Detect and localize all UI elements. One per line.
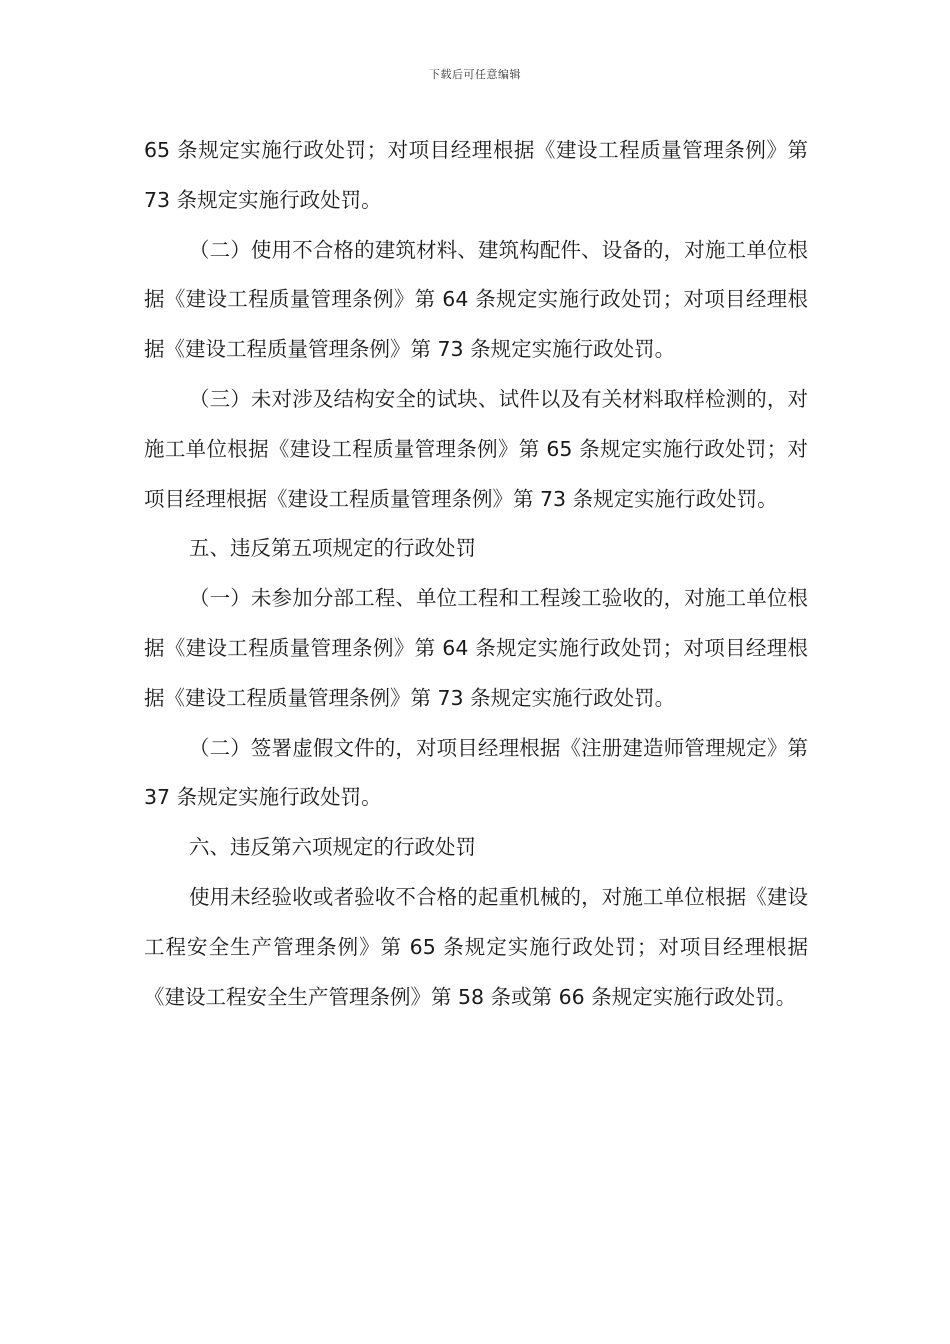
paragraph-item-6: 使用未经验收或者验收不合格的起重机械的，对施工单位根据《建设工程安全生产管理条例》第 65 条规定实施行政处罚；对项目经理根据《建设工程安全生产管理条例》第 58 条或第 66 条规定实施行政处罚。: [144, 884, 808, 1009]
page-header-note: 下载后可任意编辑: [429, 68, 521, 81]
paragraph-item-2: （二）使用不合格的建筑材料、建筑构配件、设备的，对施工单位根据《建设工程质量管理条例》第 64 条规定实施行政处罚；对项目经理根据《建设工程质量管理条例》第 73 条规定实施行政处罚。: [144, 237, 808, 362]
document-body: [144, 126, 808, 1022]
paragraph-item-5-2: （二）签署虚假文件的，对项目经理根据《注册建造师管理规定》第 37 条规定实施行政处罚。: [144, 735, 808, 810]
paragraph-item-3: （三）未对涉及结构安全的试块、试件以及有关材料取样检测的，对施工单位根据《建设工程质量管理条例》第 65 条规定实施行政处罚；对项目经理根据《建设工程质量管理条例》第 73 条规定实施行政处罚。: [144, 386, 808, 511]
paragraph-continuation: 65 条规定实施行政处罚；对项目经理根据《建设工程质量管理条例》第 73 条规定实施行政处罚。: [144, 138, 808, 212]
paragraph-item-5-1: （一）未参加分部工程、单位工程和工程竣工验收的，对施工单位根据《建设工程质量管理条例》第 64 条规定实施行政处罚；对项目经理根据《建设工程质量管理条例》第 73 条规定实施行政处罚。: [144, 586, 808, 710]
section-heading-5: 五、违反第五项规定的行政处罚: [189, 536, 476, 561]
section-heading-6: 六、违反第六项规定的行政处罚: [189, 835, 476, 860]
